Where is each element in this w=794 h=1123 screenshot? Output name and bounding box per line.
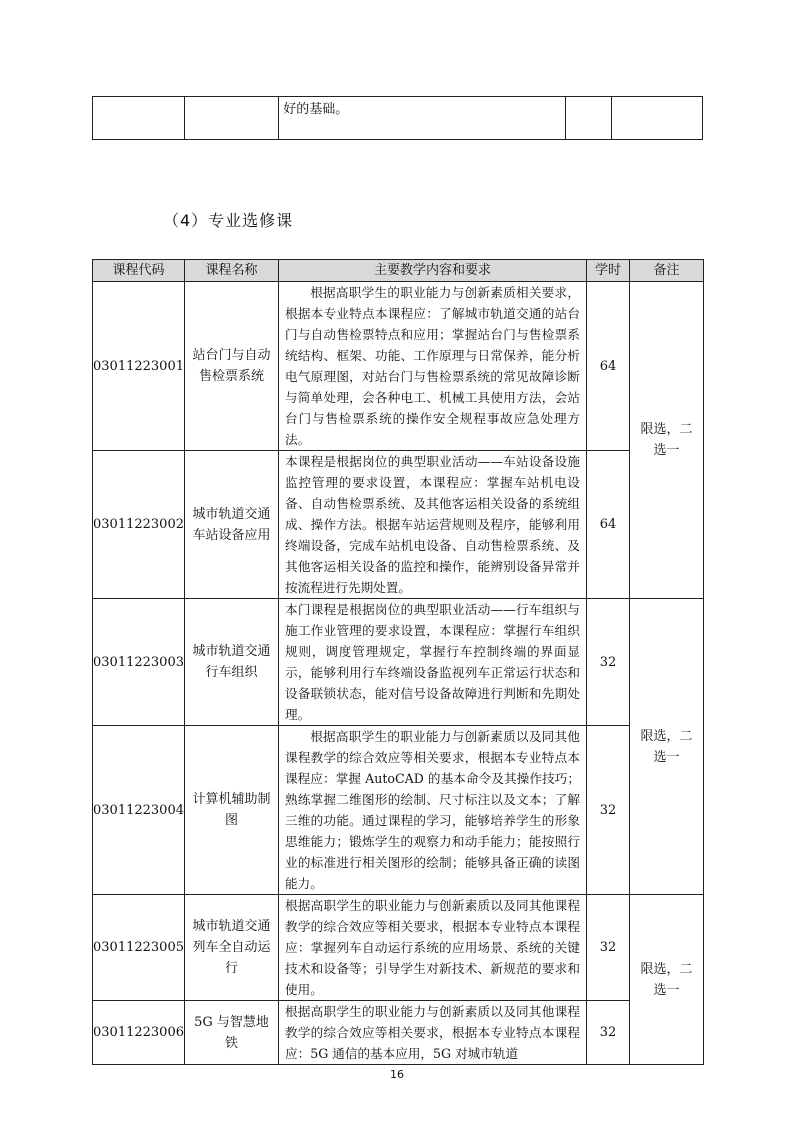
course-content-text: 根据高职学生的职业能力与创新素质相关要求，根据本专业特点本课程应：了解城市轨道交通的站台门与自动售检票特点和应用；掌握站台门与售检票系统结构、框架、功能、工作原理与日常保养，能分析电气原理图，对站台门与售检票系统的常见故障诊断与简单处理，会各种电工、机械工具使用方法，会站台门与售检票系统的操作安全规程事故应急处理方法。 bbox=[285, 285, 580, 447]
course-name: 城市轨道交通列车全自动运行 bbox=[185, 895, 279, 1001]
course-hours: 32 bbox=[587, 599, 630, 726]
course-content: 根据高职学生的职业能力与创新素质以及同其他课程教学的综合效应等相关要求，根据本专业特点本课程应：5G 通信的基本应用，5G 对城市轨道 bbox=[279, 1001, 587, 1065]
table-row bbox=[93, 451, 704, 599]
table-row bbox=[93, 599, 704, 726]
course-hours: 64 bbox=[587, 282, 630, 451]
course-hours: 32 bbox=[587, 895, 630, 1001]
course-code: 03011223005 bbox=[93, 895, 185, 1001]
course-name: 站台门与自动售检票系统 bbox=[185, 282, 279, 451]
table-row bbox=[93, 97, 703, 140]
header-remark: 备注 bbox=[630, 260, 704, 282]
table-row bbox=[93, 895, 704, 1001]
course-name: 5G 与智慧地铁 bbox=[185, 1001, 279, 1065]
header-content: 主要教学内容和要求 bbox=[279, 260, 587, 282]
course-code: 03011223004 bbox=[93, 726, 185, 895]
course-content bbox=[279, 726, 587, 895]
course-content: 根据高职学生的职业能力与创新素质以及同其他课程教学的综合效应等相关要求，根据本专业特点本课程应：掌握列车自动运行系统的应用场景、系统的关键技术和设备等；引导学生对新技术、新规范的要求和使用。 bbox=[279, 895, 587, 1001]
table-row bbox=[93, 282, 704, 451]
table-row bbox=[93, 1001, 704, 1065]
course-content: 本门课程是根据岗位的典型职业活动——行车组织与施工作业管理的要求设置，本课程应：掌握行车组织规则，调度管理规定，掌握行车控制终端的界面显示，能够利用行车终端设备监视列车正常运行状态和设备联锁状态，能对信号设备故障进行判断和先期处理。 bbox=[279, 599, 587, 726]
course-content bbox=[279, 282, 587, 451]
course-hours: 64 bbox=[587, 451, 630, 599]
course-content-text: 根据高职学生的职业能力与创新素质以及同其他课程教学的综合效应等相关要求，根据本专业特点本课程应：掌握 AutoCAD 的基本命令及其操作技巧；熟练掌握二维图形的绘制、尺寸标注以及文本；了解三维的功能。通过课程的学习，能够培养学生的形象思维能力；锻炼学生的观察力和动手能力；能按照行业的标准进行相关图形的绘制；能够具备正确的读图能力。 bbox=[285, 729, 580, 891]
section-heading: （4）专业选修课 bbox=[163, 211, 294, 230]
course-name: 城市轨道交通行车组织 bbox=[185, 599, 279, 726]
course-remark: 限选，二选一 bbox=[630, 895, 704, 1065]
continued-table bbox=[92, 96, 703, 140]
table-row bbox=[93, 726, 704, 895]
cell-hours bbox=[565, 97, 611, 140]
page-number: 16 bbox=[390, 1068, 404, 1081]
course-code: 03011223003 bbox=[93, 599, 185, 726]
course-remark: 限选，二选一 bbox=[630, 599, 704, 895]
cell-remark bbox=[611, 97, 702, 140]
header-code: 课程代码 bbox=[93, 260, 185, 282]
cell-content: 好的基础。 bbox=[279, 97, 565, 140]
course-name: 城市轨道交通车站设备应用 bbox=[185, 451, 279, 599]
header-name: 课程名称 bbox=[185, 260, 279, 282]
course-content: 本课程是根据岗位的典型职业活动——车站设备设施监控管理的要求设置，本课程应：掌握车站机电设备、自动售检票系统、及其他客运相关设备的系统组成、操作方法。根据车站运营规则及程序，能够利用终端设备，完成车站机电设备、自动售检票系统、及其他客运相关设备的监控和操作，能辨别设备异常并按流程进行先期处置。 bbox=[279, 451, 587, 599]
elective-course-table bbox=[92, 259, 704, 1065]
course-name: 计算机辅助制图 bbox=[185, 726, 279, 895]
cell-code bbox=[93, 97, 185, 140]
course-code: 03011223006 bbox=[93, 1001, 185, 1065]
table-header-row bbox=[93, 260, 704, 282]
cell-name bbox=[185, 97, 279, 140]
course-code: 03011223002 bbox=[93, 451, 185, 599]
course-code: 03011223001 bbox=[93, 282, 185, 451]
course-hours: 32 bbox=[587, 1001, 630, 1065]
course-hours: 32 bbox=[587, 726, 630, 895]
header-hours: 学时 bbox=[587, 260, 630, 282]
course-remark: 限选，二选一 bbox=[630, 282, 704, 599]
